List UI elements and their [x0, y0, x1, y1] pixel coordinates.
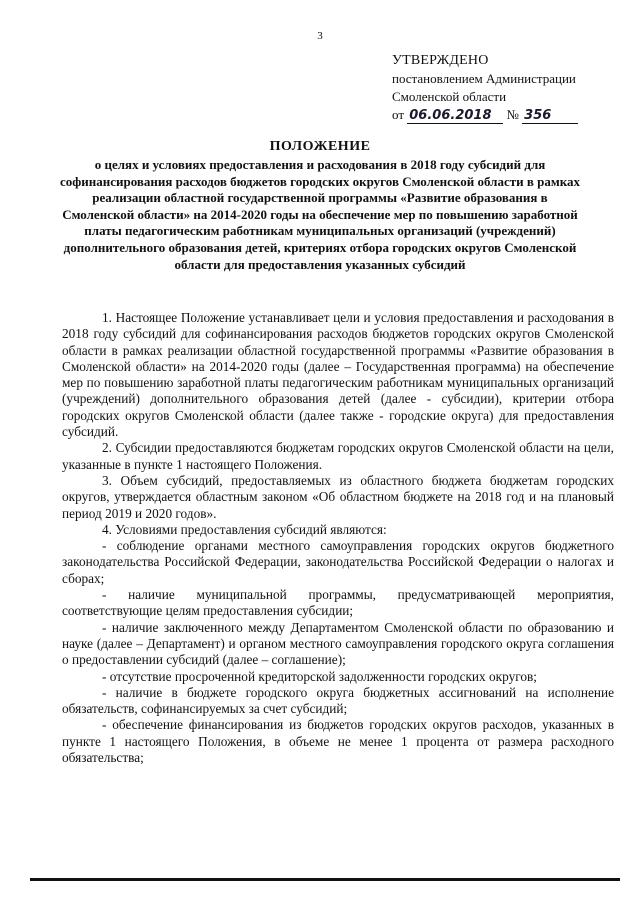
paragraph: - наличие в бюджете городского округа бюджетных ассигнований на исполнение обязательств, софинансируемых за счет субсидий; [62, 684, 614, 717]
paragraph: - соблюдение органами местного самоуправления городских округов бюджетного законодательства Российской Федерации, законодательства Российской Федерации о налогах и сборах; [62, 538, 614, 586]
handwritten-date: 06.06.2018 [407, 108, 503, 124]
approval-line-2: Смоленской области [392, 89, 507, 104]
number-prefix: № [506, 107, 519, 122]
paragraph: 4. Условиями предоставления субсидий являются: [102, 521, 387, 537]
paragraph: - обеспечение финансирования из бюджетов городских округов расходов, указанных в пункте 1 настоящего Положения, в объеме не менее 1 процента от размера расходного обязательства; [62, 717, 614, 766]
paragraph: 1. Настоящее Положение устанавливает цели и условия предоставления и расходования в 2018 году субсидий для софинансирования расходов бюджетов городских округов Смоленской области в рамках реализации областной государственной программы «Развитие образования в Смоленской области» на 2014-2020 годы (далее – Государственная программа) на обеспечение мер по повышению заработной платы педагогическим работникам муниципальных организаций (учреждений) дополнительного образования детей (далее - субсидии), критерии отбора городских округов Смоленской области (далее также - городские округа) для предоставления субсидий. [62, 310, 614, 440]
date-prefix: от [392, 107, 405, 122]
document-subtitle: о целях и условиях предоставления и расходования в 2018 году субсидий для софинансирования расходов бюджетов городских округов Смоленской области в рамках реализации областной государственной программы «Развитие образования в Смоленской области» на 2014-2020 годы на обеспечение мер по повышению заработной платы педагогическим работникам муниципальных организаций (учреждений) дополнительного образования детей, критериях отбора городских округов Смоленской области для предоставления указанных субсидий [60, 157, 581, 272]
approval-heading: УТВЕРЖДЕНО [392, 53, 489, 68]
page-number: 3 [317, 30, 323, 42]
bottom-rule [30, 878, 620, 881]
approval-stamp [392, 52, 632, 124]
paragraph: 2. Субсидии предоставляются бюджетам городских округов Смоленской области на цели, указанные в пункте 1 настоящего Положения. [62, 440, 614, 472]
document-body [62, 310, 614, 766]
paragraph: - отсутствие просроченной кредиторской задолженности городских округов; [102, 668, 537, 684]
paragraph: 3. Объем субсидий, предоставляемых из областного бюджета бюджетам городских округов, утверждается областным законом «Об областном бюджете на 2018 год и на плановый период 2019 и 2020 годов». [62, 472, 614, 521]
paragraph: - наличие муниципальной программы, предусматривающей мероприятия, соответствующие целям предоставления субсидии; [62, 587, 614, 619]
approval-date-line [392, 106, 632, 124]
document-title: ПОЛОЖЕНИЕ [269, 139, 371, 154]
paragraph: - наличие заключенного между Департаментом Смоленской области по образованию и науке (далее – Департамент) и органом местного самоуправления городского округа соглашения о предоставлении субсидий (далее – соглашение); [62, 619, 614, 668]
approval-line-1: постановлением Администрации [392, 71, 576, 86]
handwritten-number: 356 [522, 108, 578, 124]
